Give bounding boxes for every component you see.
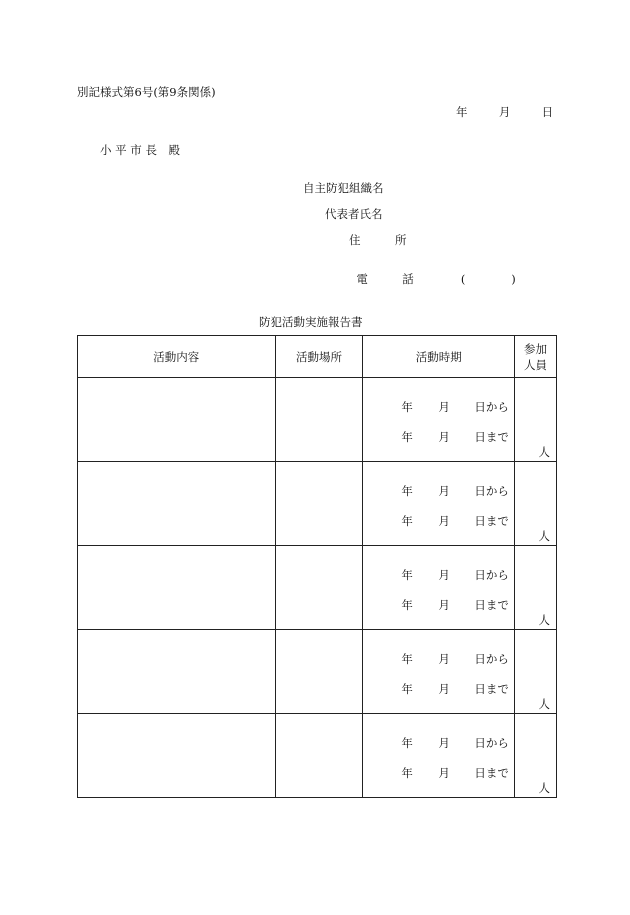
end-month: 月	[438, 766, 450, 780]
cell-participants[interactable]	[515, 462, 557, 546]
end-day: 日まで	[474, 514, 509, 528]
start-day: 日から	[474, 400, 509, 414]
table-row	[78, 714, 557, 798]
cell-period[interactable]	[363, 714, 515, 798]
table-header-row	[78, 336, 557, 378]
representative-label: 代表者氏名	[325, 207, 383, 221]
participants-unit: 人	[538, 445, 550, 459]
start-day: 日から	[474, 736, 509, 750]
cell-content[interactable]	[78, 714, 276, 798]
addressee: 小 平 市 長 殿	[100, 143, 180, 157]
start-day: 日から	[474, 484, 509, 498]
start-day: 日から	[474, 568, 509, 582]
end-year: 年	[401, 766, 413, 780]
header-period: 活動時期	[363, 336, 515, 378]
address-label: 住 所	[349, 233, 407, 247]
date-year: 年	[456, 105, 468, 119]
end-month: 月	[438, 598, 450, 612]
cell-content[interactable]	[78, 630, 276, 714]
cell-participants[interactable]	[515, 546, 557, 630]
cell-content[interactable]	[78, 462, 276, 546]
table-row	[78, 546, 557, 630]
cell-participants[interactable]	[515, 378, 557, 462]
end-day: 日まで	[474, 430, 509, 444]
end-month: 月	[438, 682, 450, 696]
participants-unit: 人	[538, 613, 550, 627]
end-day: 日まで	[474, 682, 509, 696]
cell-content[interactable]	[78, 546, 276, 630]
phone-line	[349, 257, 516, 287]
start-month: 月	[438, 400, 450, 414]
header-participants-line1: 参加	[524, 341, 548, 356]
header-content: 活動内容	[78, 336, 276, 378]
cell-place[interactable]	[275, 546, 363, 630]
table-row	[78, 378, 557, 462]
end-day: 日まで	[474, 598, 509, 612]
cell-period[interactable]	[363, 462, 515, 546]
cell-place[interactable]	[275, 630, 363, 714]
cell-place[interactable]	[275, 462, 363, 546]
start-year: 年	[401, 568, 413, 582]
cell-participants[interactable]	[515, 630, 557, 714]
report-table	[77, 335, 557, 798]
start-month: 月	[438, 568, 450, 582]
end-year: 年	[401, 514, 413, 528]
start-year: 年	[401, 736, 413, 750]
date-line	[456, 104, 553, 120]
phone-paren: ( )	[460, 272, 516, 286]
start-year: 年	[401, 652, 413, 666]
cell-period[interactable]	[363, 546, 515, 630]
start-year: 年	[401, 400, 413, 414]
end-month: 月	[438, 514, 450, 528]
start-month: 月	[438, 652, 450, 666]
end-year: 年	[401, 430, 413, 444]
participants-unit: 人	[538, 697, 550, 711]
cell-place[interactable]	[275, 378, 363, 462]
org-label: 自主防犯組織名	[303, 181, 384, 195]
end-day: 日まで	[474, 766, 509, 780]
form-number: 別記様式第6号(第9条関係)	[77, 85, 216, 99]
cell-place[interactable]	[275, 714, 363, 798]
cell-participants[interactable]	[515, 714, 557, 798]
cell-period[interactable]	[363, 630, 515, 714]
cell-content[interactable]	[78, 378, 276, 462]
start-year: 年	[401, 484, 413, 498]
phone-label: 電 話	[356, 272, 414, 286]
start-month: 月	[438, 484, 450, 498]
end-month: 月	[438, 430, 450, 444]
header-participants	[515, 336, 557, 378]
date-month: 月	[498, 105, 511, 119]
header-place: 活動場所	[275, 336, 363, 378]
table-row	[78, 630, 557, 714]
table-row	[78, 462, 557, 546]
end-year: 年	[401, 682, 413, 696]
cell-period[interactable]	[363, 378, 515, 462]
participants-unit: 人	[538, 529, 550, 543]
end-year: 年	[401, 598, 413, 612]
participants-unit: 人	[538, 781, 550, 795]
header-participants-line2: 人員	[524, 357, 548, 372]
date-day: 日	[541, 105, 554, 119]
start-month: 月	[438, 736, 450, 750]
start-day: 日から	[474, 652, 509, 666]
document-title: 防犯活動実施報告書	[259, 315, 363, 329]
